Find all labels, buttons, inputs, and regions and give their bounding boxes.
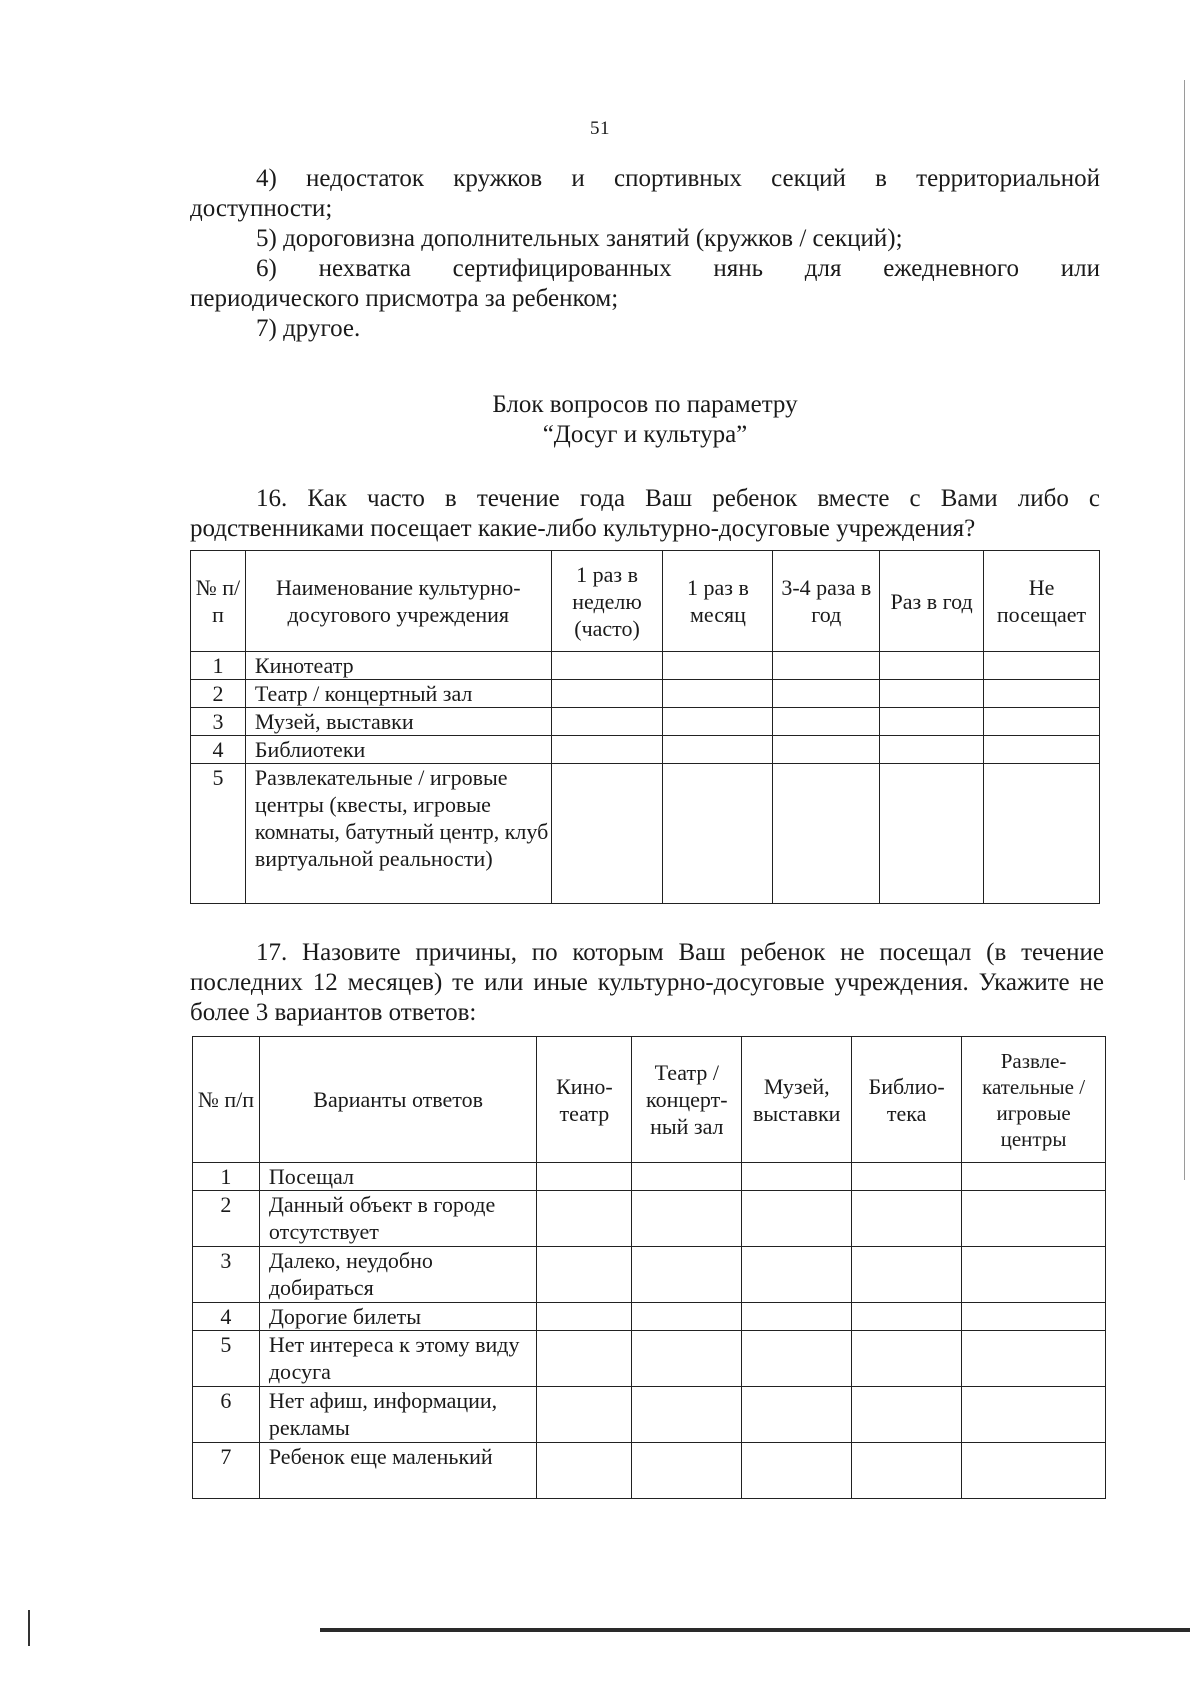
- list-item-4-line2: доступности;: [190, 195, 333, 222]
- section-heading-line2: “Досуг и культура”: [542, 421, 748, 448]
- question-17-header-row: [193, 1037, 1106, 1163]
- table-row: [193, 1443, 1106, 1499]
- q17-row-num: 1: [193, 1163, 260, 1191]
- table-row: [193, 1331, 1106, 1387]
- q17-answer-cell[interactable]: [537, 1331, 632, 1387]
- q16-answer-cell[interactable]: [773, 736, 880, 764]
- q17-answer-cell[interactable]: [962, 1387, 1106, 1443]
- q16-answer-cell[interactable]: [880, 652, 984, 680]
- scan-edge-line: [1184, 80, 1185, 1180]
- q17-row-name: Нет интереса к этому виду досуга: [259, 1331, 537, 1387]
- table-row: [193, 1303, 1106, 1331]
- q16-header-weekly: 1 раз в неделю (часто): [551, 551, 663, 652]
- q17-row-name: Данный объект в городе отсутствует: [259, 1191, 537, 1247]
- q17-answer-cell[interactable]: [742, 1303, 852, 1331]
- table-row: [193, 1247, 1106, 1303]
- q16-row-name: Музей, выставки: [245, 708, 551, 736]
- q17-answer-cell[interactable]: [742, 1443, 852, 1499]
- q17-row-num: 5: [193, 1331, 260, 1387]
- q16-answer-cell[interactable]: [984, 736, 1100, 764]
- q16-row-num: 4: [191, 736, 246, 764]
- q17-answer-cell[interactable]: [742, 1191, 852, 1247]
- q17-answer-cell[interactable]: [632, 1331, 742, 1387]
- q17-answer-cell[interactable]: [537, 1247, 632, 1303]
- q17-answer-cell[interactable]: [742, 1331, 852, 1387]
- q17-row-name: Далеко, неудобно добираться: [259, 1247, 537, 1303]
- list-item-6-line1: 6) нехватка сертифицированных нянь для ежедневного или: [256, 255, 1100, 282]
- q17-answer-cell[interactable]: [852, 1331, 962, 1387]
- table-row: [193, 1387, 1106, 1443]
- q17-header-num: № п/п: [193, 1037, 260, 1163]
- q17-answer-cell[interactable]: [852, 1303, 962, 1331]
- q17-answer-cell[interactable]: [537, 1191, 632, 1247]
- q17-answer-cell[interactable]: [742, 1387, 852, 1443]
- question-17-text-block: [190, 938, 1104, 1028]
- section-heading: [190, 390, 1100, 450]
- list-item-5: 5) дороговизна дополнительных занятий (кружков / секций);: [256, 225, 903, 252]
- q16-answer-cell[interactable]: [984, 652, 1100, 680]
- q17-answer-cell[interactable]: [852, 1191, 962, 1247]
- q16-row-name: Развлекательные / игровые центры (квесты, игровые комнаты, батутный центр, клуб виртуальной реальности): [245, 764, 551, 904]
- table-row: [191, 680, 1100, 708]
- q16-answer-cell[interactable]: [880, 708, 984, 736]
- q17-answer-cell[interactable]: [537, 1443, 632, 1499]
- question-16-text: 16. Как часто в течение года Ваш ребенок вместе с Вами либо с родственниками посещает какие-либо культурно-досуговые учреждения?: [190, 485, 1100, 542]
- q16-answer-cell[interactable]: [663, 708, 773, 736]
- q17-header-name: Варианты ответов: [259, 1037, 537, 1163]
- question-17-table: [192, 1036, 1106, 1499]
- q16-header-monthly: 1 раз в месяц: [663, 551, 773, 652]
- q16-answer-cell[interactable]: [773, 708, 880, 736]
- q16-header-3-4-year: 3-4 раза в год: [773, 551, 880, 652]
- q17-header-library: Библио- тека: [852, 1037, 962, 1163]
- q16-row-num: 1: [191, 652, 246, 680]
- q16-row-num: 3: [191, 708, 246, 736]
- q17-header-theatre: Театр / концерт- ный зал: [632, 1037, 742, 1163]
- q17-answer-cell[interactable]: [742, 1163, 852, 1191]
- question-16-text-block: [190, 484, 1100, 544]
- list-items-block: [190, 164, 1100, 344]
- q17-row-num: 3: [193, 1247, 260, 1303]
- q16-row-num: 2: [191, 680, 246, 708]
- q16-answer-cell[interactable]: [551, 736, 663, 764]
- page-number: 51: [590, 118, 610, 139]
- list-item-6-line2: периодического присмотра за ребенком;: [190, 285, 619, 312]
- q17-answer-cell[interactable]: [632, 1191, 742, 1247]
- q16-answer-cell[interactable]: [984, 708, 1100, 736]
- q17-answer-cell[interactable]: [962, 1247, 1106, 1303]
- q17-row-num: 7: [193, 1443, 260, 1499]
- q16-answer-cell[interactable]: [880, 736, 984, 764]
- q17-header-cinema: Кино- театр: [537, 1037, 632, 1163]
- q17-answer-cell[interactable]: [742, 1247, 852, 1303]
- q16-answer-cell[interactable]: [551, 708, 663, 736]
- q17-row-num: 6: [193, 1387, 260, 1443]
- question-16-header-row: [191, 551, 1100, 652]
- q17-answer-cell[interactable]: [962, 1443, 1106, 1499]
- q17-answer-cell[interactable]: [962, 1303, 1106, 1331]
- q16-header-num: № п/п: [191, 551, 246, 652]
- q16-answer-cell[interactable]: [663, 736, 773, 764]
- q17-row-num: 4: [193, 1303, 260, 1331]
- q17-row-num: 2: [193, 1191, 260, 1247]
- q16-answer-cell[interactable]: [773, 652, 880, 680]
- q17-answer-cell[interactable]: [537, 1387, 632, 1443]
- q17-answer-cell[interactable]: [852, 1163, 962, 1191]
- table-row: [191, 736, 1100, 764]
- q16-row-num: 5: [191, 764, 246, 904]
- q17-answer-cell[interactable]: [632, 1247, 742, 1303]
- q17-answer-cell[interactable]: [852, 1247, 962, 1303]
- question-17-text: 17. Назовите причины, по которым Ваш ребенок не посещал (в течение последних 12 месяцев) те или иные культурно-досуговые учреждения. Укажите не более 3 вариантов ответов:: [190, 939, 1104, 1026]
- q17-row-name: Нет афиш, информации, рекламы: [259, 1387, 537, 1443]
- q16-header-name: Наименование культурно-досугового учреждения: [245, 551, 551, 652]
- table-row: [193, 1163, 1106, 1191]
- q16-answer-cell[interactable]: [880, 680, 984, 708]
- q17-answer-cell[interactable]: [852, 1387, 962, 1443]
- q17-header-entertainment: Развле- кательные / игровые центры: [962, 1037, 1106, 1163]
- q16-answer-cell[interactable]: [773, 680, 880, 708]
- q16-answer-cell[interactable]: [551, 680, 663, 708]
- q16-answer-cell[interactable]: [663, 764, 773, 904]
- q16-answer-cell[interactable]: [663, 652, 773, 680]
- scan-bottom-rule: [320, 1628, 1190, 1632]
- q17-answer-cell[interactable]: [962, 1331, 1106, 1387]
- q17-row-name: Дорогие билеты: [259, 1303, 537, 1331]
- q16-answer-cell[interactable]: [663, 680, 773, 708]
- q17-answer-cell[interactable]: [632, 1387, 742, 1443]
- table-row: [193, 1191, 1106, 1247]
- q17-header-museum: Музей, выставки: [742, 1037, 852, 1163]
- q17-answer-cell[interactable]: [632, 1443, 742, 1499]
- q17-row-name: Посещал: [259, 1163, 537, 1191]
- q16-row-name: Библиотеки: [245, 736, 551, 764]
- q17-answer-cell[interactable]: [632, 1303, 742, 1331]
- q16-header-once-year: Раз в год: [880, 551, 984, 652]
- q17-answer-cell[interactable]: [537, 1163, 632, 1191]
- q16-answer-cell[interactable]: [551, 652, 663, 680]
- q17-answer-cell[interactable]: [632, 1163, 742, 1191]
- q16-answer-cell[interactable]: [984, 764, 1100, 904]
- q17-answer-cell[interactable]: [962, 1191, 1106, 1247]
- q16-answer-cell[interactable]: [880, 764, 984, 904]
- q17-answer-cell[interactable]: [852, 1443, 962, 1499]
- q17-row-name: Ребенок еще маленький: [259, 1443, 537, 1499]
- question-16-table: [190, 550, 1100, 904]
- scan-left-mark: [28, 1610, 30, 1646]
- list-item-7: 7) другое.: [256, 315, 361, 342]
- q16-row-name: Театр / концертный зал: [245, 680, 551, 708]
- q16-row-name: Кинотеатр: [245, 652, 551, 680]
- section-heading-line1: Блок вопросов по параметру: [492, 391, 798, 418]
- list-item-4-line1: 4) недостаток кружков и спортивных секций в территориальной: [256, 165, 1100, 192]
- table-row: [191, 652, 1100, 680]
- q16-header-never: Не посещает: [984, 551, 1100, 652]
- q17-answer-cell[interactable]: [537, 1303, 632, 1331]
- q17-answer-cell[interactable]: [962, 1163, 1106, 1191]
- table-row: [191, 764, 1100, 904]
- table-row: [191, 708, 1100, 736]
- q16-answer-cell[interactable]: [551, 764, 663, 904]
- q16-answer-cell[interactable]: [773, 764, 880, 904]
- q16-answer-cell[interactable]: [984, 680, 1100, 708]
